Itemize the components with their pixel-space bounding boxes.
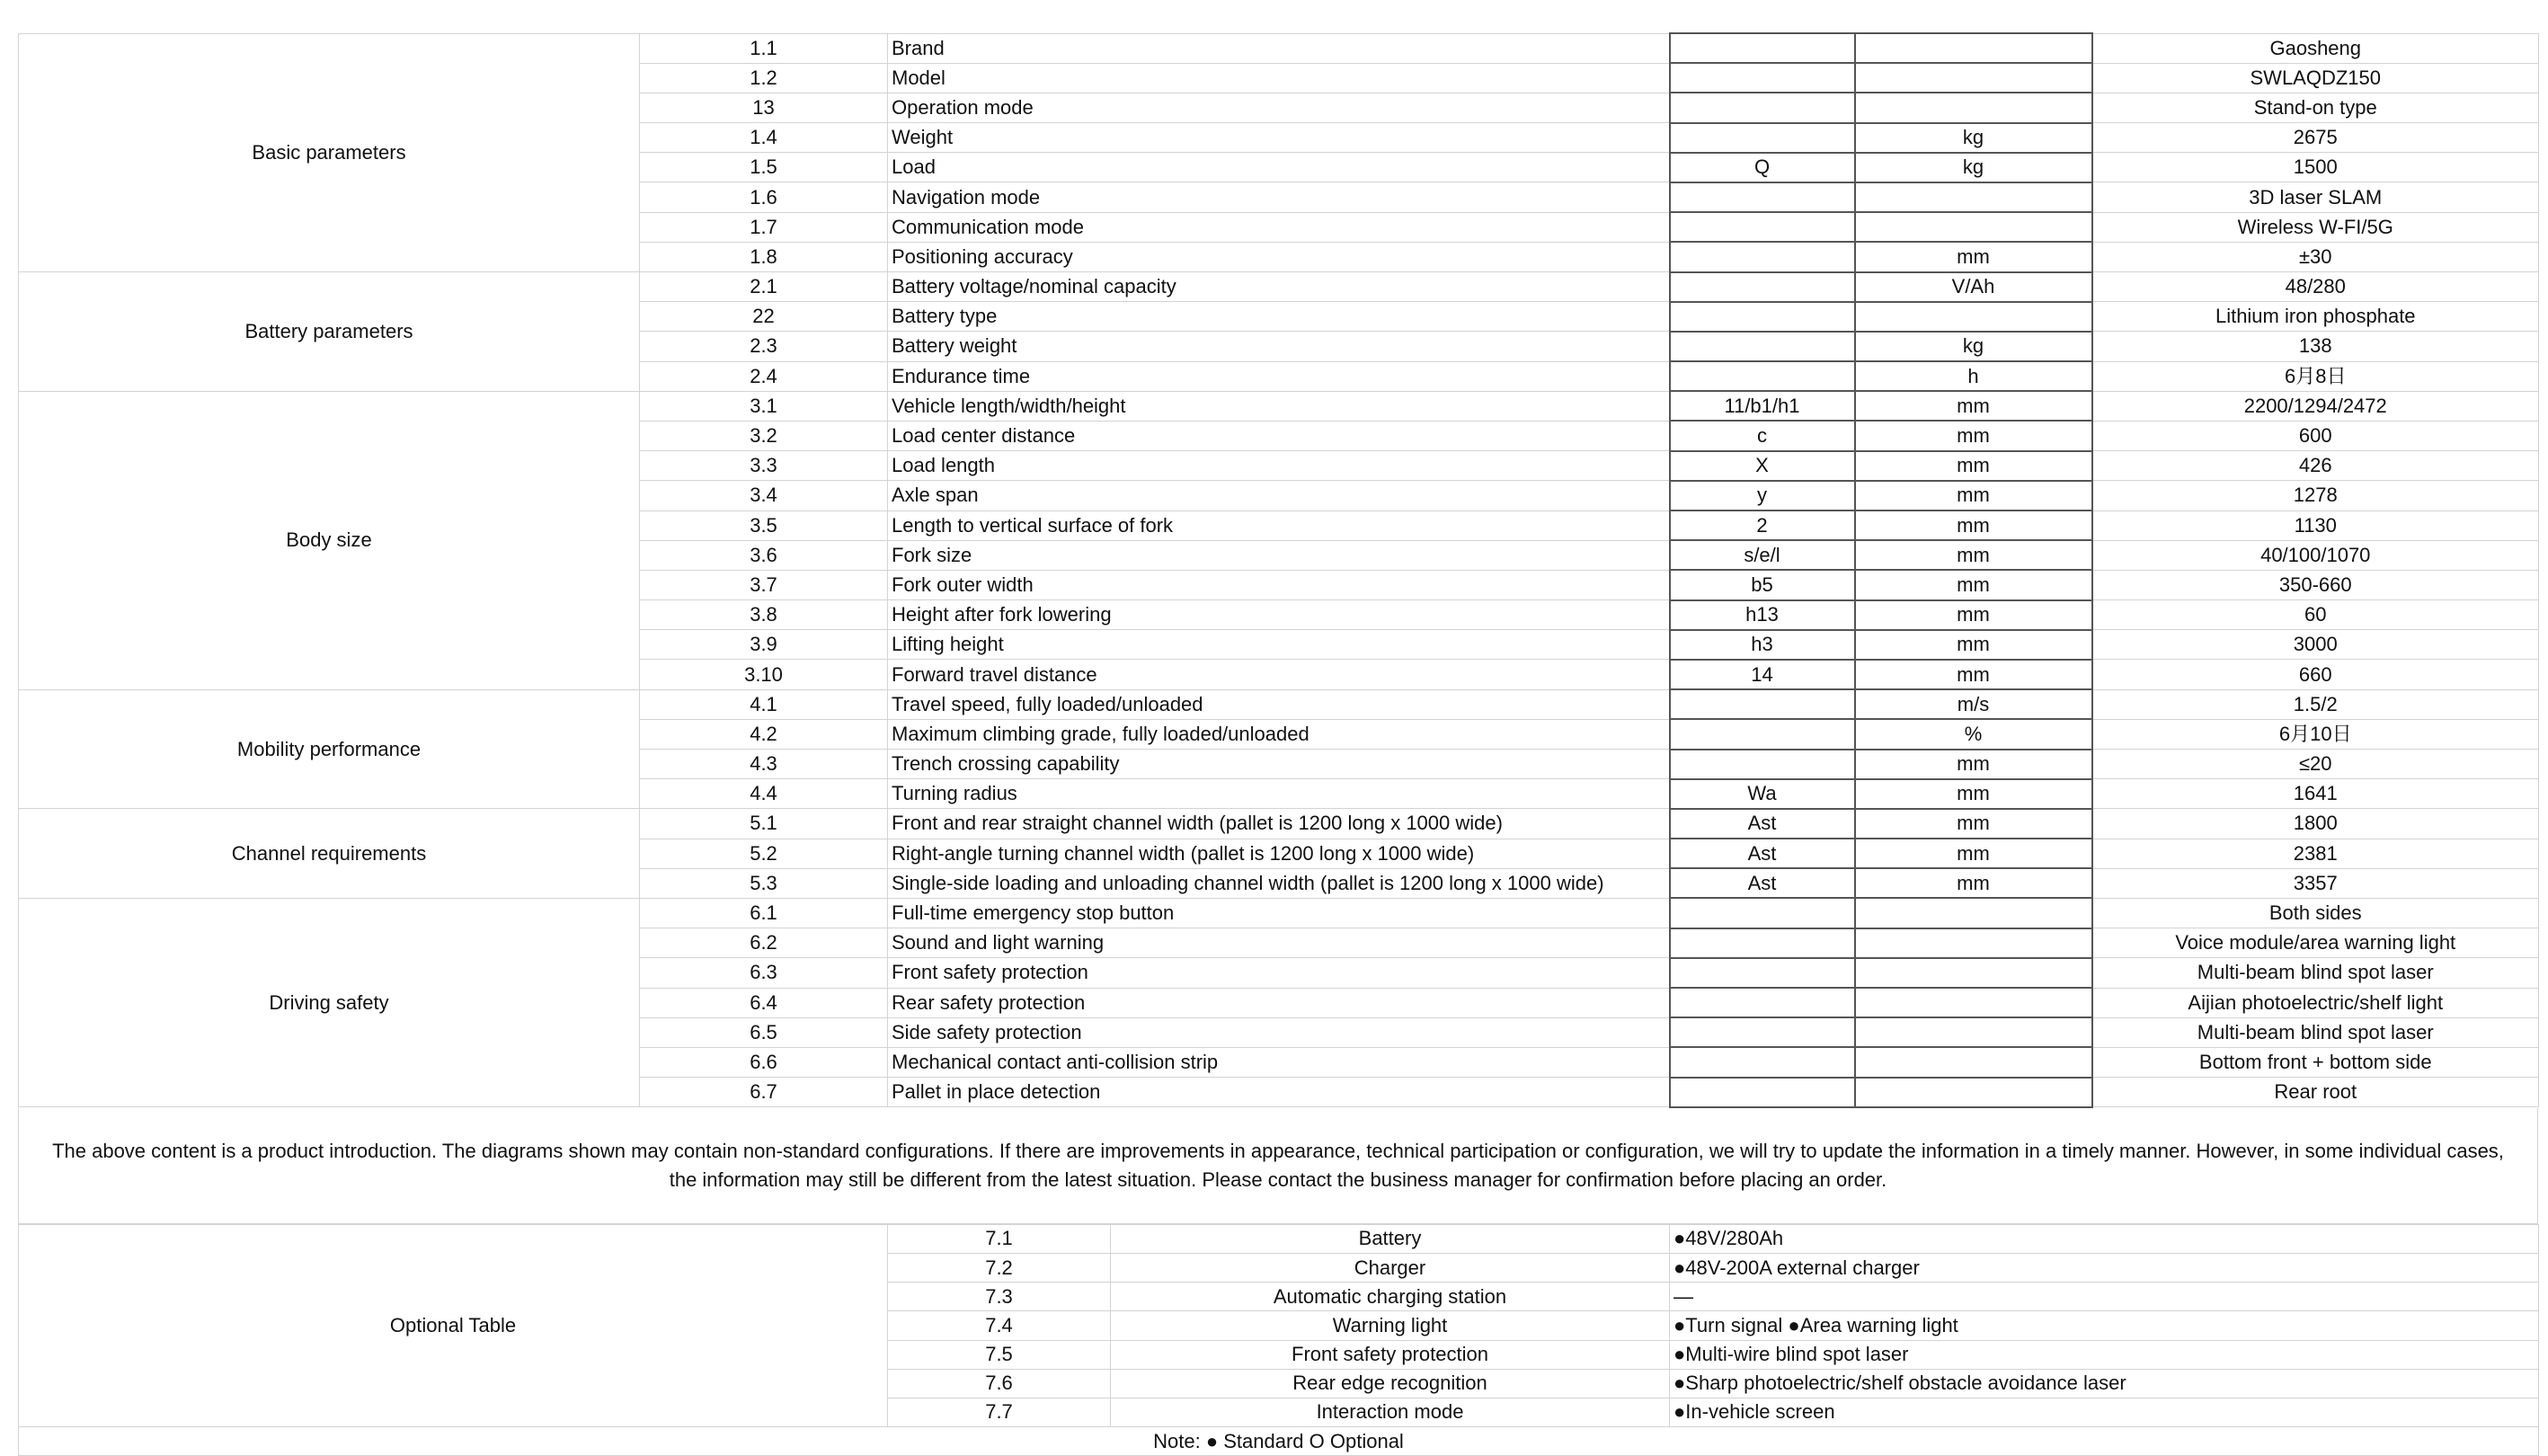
item-code [1670, 212, 1855, 242]
item-unit: mm [1855, 868, 2092, 898]
item-number: 6.1 [640, 898, 888, 928]
option-name: Warning light [1111, 1311, 1670, 1340]
item-code [1670, 1047, 1855, 1077]
item-unit: mm [1855, 540, 2092, 570]
item-unit [1855, 958, 2092, 988]
option-value: — [1670, 1283, 2539, 1311]
item-code [1670, 302, 1855, 332]
item-unit: mm [1855, 570, 2092, 599]
item-number: 4.2 [640, 719, 888, 749]
item-name: Communication mode [888, 212, 1670, 242]
option-number: 7.1 [888, 1224, 1111, 1253]
optional-table [18, 1224, 2539, 1456]
item-code [1670, 988, 1855, 1017]
item-code [1670, 958, 1855, 988]
item-number: 3.2 [640, 421, 888, 450]
item-unit [1855, 93, 2092, 122]
item-code [1670, 272, 1855, 302]
item-value: 6月8日 [2092, 361, 2539, 391]
item-value: 6月10日 [2092, 719, 2539, 749]
item-unit [1855, 1017, 2092, 1047]
item-code [1670, 182, 1855, 212]
item-name: Operation mode [888, 93, 1670, 122]
item-number: 1.5 [640, 153, 888, 182]
item-unit: mm [1855, 481, 2092, 510]
item-value: Bottom front + bottom side [2092, 1047, 2539, 1077]
item-value: 2675 [2092, 123, 2539, 153]
item-name: Length to vertical surface of fork [888, 510, 1670, 540]
optional-table-label: Optional Table [19, 1224, 888, 1426]
item-number: 1.7 [640, 212, 888, 242]
item-name: Vehicle length/width/height [888, 391, 1670, 421]
item-value: 1278 [2092, 481, 2539, 510]
item-unit: % [1855, 719, 2092, 749]
option-value: ●48V-200A external charger [1670, 1253, 2539, 1282]
item-name: Battery weight [888, 332, 1670, 361]
spec-row [19, 809, 2539, 839]
item-unit: mm [1855, 779, 2092, 809]
group-label: Mobility performance [19, 689, 640, 809]
item-code: Ast [1670, 839, 1855, 868]
item-code [1670, 1017, 1855, 1047]
item-number: 1.2 [640, 63, 888, 93]
option-name: Battery [1111, 1224, 1670, 1253]
item-unit: h [1855, 361, 2092, 391]
group-label: Battery parameters [19, 272, 640, 392]
item-number: 2.1 [640, 272, 888, 302]
item-value: 3D laser SLAM [2092, 182, 2539, 212]
item-number: 13 [640, 93, 888, 122]
item-code [1670, 928, 1855, 958]
item-value: Aijian photoelectric/shelf light [2092, 988, 2539, 1017]
item-name: Weight [888, 123, 1670, 153]
item-unit: mm [1855, 242, 2092, 271]
item-code: Ast [1670, 809, 1855, 839]
item-number: 3.7 [640, 570, 888, 599]
item-code: h3 [1670, 630, 1855, 660]
item-name: Brand [888, 33, 1670, 63]
item-value: 426 [2092, 451, 2539, 481]
item-code: X [1670, 451, 1855, 481]
item-value: 2381 [2092, 839, 2539, 868]
item-value: Both sides [2092, 898, 2539, 928]
item-unit [1855, 33, 2092, 63]
item-code [1670, 361, 1855, 391]
item-number: 4.3 [640, 750, 888, 779]
item-code: s/e/l [1670, 540, 1855, 570]
option-value: ●Sharp photoelectric/shelf obstacle avoidance laser [1670, 1369, 2539, 1398]
legend-note-row [19, 1427, 2539, 1456]
item-value: 1130 [2092, 510, 2539, 540]
item-unit [1855, 1047, 2092, 1077]
item-code [1670, 332, 1855, 361]
item-number: 6.6 [640, 1047, 888, 1077]
option-number: 7.7 [888, 1398, 1111, 1426]
item-name: Load center distance [888, 421, 1670, 450]
item-code: Wa [1670, 779, 1855, 809]
item-code: 11/b1/h1 [1670, 391, 1855, 421]
item-value: Lithium iron phosphate [2092, 302, 2539, 332]
item-number: 1.8 [640, 242, 888, 271]
item-value: 40/100/1070 [2092, 540, 2539, 570]
item-number: 3.9 [640, 630, 888, 660]
item-unit: V/Ah [1855, 272, 2092, 302]
item-unit [1855, 1078, 2092, 1107]
item-code: Q [1670, 153, 1855, 182]
item-value: 1641 [2092, 779, 2539, 809]
item-number: 1.1 [640, 33, 888, 63]
item-value: 2200/1294/2472 [2092, 391, 2539, 421]
option-name: Charger [1111, 1253, 1670, 1282]
item-value: 48/280 [2092, 272, 2539, 302]
optional-row [19, 1224, 2539, 1253]
item-value: SWLAQDZ150 [2092, 63, 2539, 93]
item-code: y [1670, 481, 1855, 510]
item-code [1670, 1078, 1855, 1107]
item-number: 22 [640, 302, 888, 332]
item-name: Load [888, 153, 1670, 182]
group-label: Basic parameters [19, 33, 640, 272]
item-value: Rear root [2092, 1078, 2539, 1107]
item-unit: mm [1855, 809, 2092, 839]
item-number: 5.1 [640, 809, 888, 839]
item-unit [1855, 63, 2092, 93]
item-unit: kg [1855, 153, 2092, 182]
item-unit: kg [1855, 332, 2092, 361]
item-value: 60 [2092, 600, 2539, 630]
item-code [1670, 719, 1855, 749]
item-code [1670, 242, 1855, 271]
item-name: Navigation mode [888, 182, 1670, 212]
item-name: Pallet in place detection [888, 1078, 1670, 1107]
item-unit: mm [1855, 510, 2092, 540]
item-code [1670, 750, 1855, 779]
item-value: 3357 [2092, 868, 2539, 898]
item-name: Battery type [888, 302, 1670, 332]
item-unit: mm [1855, 600, 2092, 630]
item-value: Multi-beam blind spot laser [2092, 1017, 2539, 1047]
item-number: 4.1 [640, 689, 888, 719]
item-unit: mm [1855, 630, 2092, 660]
item-value: 660 [2092, 660, 2539, 689]
item-name: Model [888, 63, 1670, 93]
item-code: b5 [1670, 570, 1855, 599]
option-name: Automatic charging station [1111, 1283, 1670, 1311]
item-value: 350-660 [2092, 570, 2539, 599]
item-value: Stand-on type [2092, 93, 2539, 122]
item-name: Front safety protection [888, 958, 1670, 988]
item-value: 138 [2092, 332, 2539, 361]
item-name: Trench crossing capability [888, 750, 1670, 779]
item-number: 1.6 [640, 182, 888, 212]
item-name: Side safety protection [888, 1017, 1670, 1047]
item-name: Fork size [888, 540, 1670, 570]
item-value: 1.5/2 [2092, 689, 2539, 719]
item-name: Full-time emergency stop button [888, 898, 1670, 928]
item-code: c [1670, 421, 1855, 450]
spec-sheet [18, 32, 2538, 1456]
option-value: ●In-vehicle screen [1670, 1398, 2539, 1426]
item-code: h13 [1670, 600, 1855, 630]
item-code [1670, 898, 1855, 928]
option-name: Front safety protection [1111, 1340, 1670, 1369]
item-value: Voice module/area warning light [2092, 928, 2539, 958]
item-code [1670, 63, 1855, 93]
spec-row [19, 898, 2539, 928]
item-unit: kg [1855, 123, 2092, 153]
item-unit: mm [1855, 839, 2092, 868]
item-name: Sound and light warning [888, 928, 1670, 958]
item-number: 6.4 [640, 988, 888, 1017]
item-unit [1855, 212, 2092, 242]
item-name: Travel speed, fully loaded/unloaded [888, 689, 1670, 719]
item-name: Front and rear straight channel width (pallet is 1200 long x 1000 wide) [888, 809, 1670, 839]
item-number: 6.5 [640, 1017, 888, 1047]
item-value: Gaosheng [2092, 33, 2539, 63]
spec-row [19, 689, 2539, 719]
item-number: 3.8 [640, 600, 888, 630]
item-value: Wireless W-FI/5G [2092, 212, 2539, 242]
item-unit [1855, 988, 2092, 1017]
item-code: 14 [1670, 660, 1855, 689]
item-name: Load length [888, 451, 1670, 481]
option-number: 7.2 [888, 1253, 1111, 1282]
disclaimer-notice: The above content is a product introduction. The diagrams shown may contain non-standard configurations. If there are improvements in appearance, technical participation or configuration, we will try to update the information in a timely manner. However, in some individual cases, the information may still be different from the latest situation. Please contact the business manager for confirmation before placing an order. [18, 1108, 2538, 1224]
option-number: 7.4 [888, 1311, 1111, 1340]
item-number: 6.7 [640, 1078, 888, 1107]
item-unit: mm [1855, 391, 2092, 421]
item-unit: mm [1855, 451, 2092, 481]
item-name: Axle span [888, 481, 1670, 510]
item-name: Height after fork lowering [888, 600, 1670, 630]
item-value: 3000 [2092, 630, 2539, 660]
item-unit: mm [1855, 421, 2092, 450]
option-value: ●Turn signal ●Area warning light [1670, 1311, 2539, 1340]
item-name: Rear safety protection [888, 988, 1670, 1017]
group-label: Driving safety [19, 898, 640, 1106]
item-code [1670, 93, 1855, 122]
item-name: Turning radius [888, 779, 1670, 809]
item-number: 3.10 [640, 660, 888, 689]
item-name: Right-angle turning channel width (pallet is 1200 long x 1000 wide) [888, 839, 1670, 868]
item-number: 6.3 [640, 958, 888, 988]
item-number: 4.4 [640, 779, 888, 809]
option-number: 7.5 [888, 1340, 1111, 1369]
item-value: ≤20 [2092, 750, 2539, 779]
item-number: 6.2 [640, 928, 888, 958]
item-number: 5.2 [640, 839, 888, 868]
item-name: Positioning accuracy [888, 242, 1670, 271]
item-number: 3.6 [640, 540, 888, 570]
item-code [1670, 689, 1855, 719]
group-label: Channel requirements [19, 809, 640, 899]
group-label: Body size [19, 391, 640, 689]
item-number: 1.4 [640, 123, 888, 153]
item-number: 2.4 [640, 361, 888, 391]
spec-table [18, 32, 2539, 1108]
legend-note: Note: ● Standard O Optional [19, 1427, 2539, 1456]
item-name: Fork outer width [888, 570, 1670, 599]
item-name: Endurance time [888, 361, 1670, 391]
item-name: Maximum climbing grade, fully loaded/unloaded [888, 719, 1670, 749]
item-value: ±30 [2092, 242, 2539, 271]
item-number: 3.5 [640, 510, 888, 540]
item-code [1670, 123, 1855, 153]
item-number: 5.3 [640, 868, 888, 898]
item-number: 3.3 [640, 451, 888, 481]
item-unit [1855, 928, 2092, 958]
item-value: Multi-beam blind spot laser [2092, 958, 2539, 988]
item-name: Mechanical contact anti-collision strip [888, 1047, 1670, 1077]
option-name: Interaction mode [1111, 1398, 1670, 1426]
option-name: Rear edge recognition [1111, 1369, 1670, 1398]
item-unit [1855, 182, 2092, 212]
item-value: 1500 [2092, 153, 2539, 182]
item-number: 3.4 [640, 481, 888, 510]
option-value: ●Multi-wire blind spot laser [1670, 1340, 2539, 1369]
option-number: 7.3 [888, 1283, 1111, 1311]
item-name: Battery voltage/nominal capacity [888, 272, 1670, 302]
option-value: ●48V/280Ah [1670, 1224, 2539, 1253]
item-unit [1855, 302, 2092, 332]
item-unit: mm [1855, 660, 2092, 689]
item-code [1670, 33, 1855, 63]
item-name: Lifting height [888, 630, 1670, 660]
item-code: Ast [1670, 868, 1855, 898]
item-code: 2 [1670, 510, 1855, 540]
item-name: Forward travel distance [888, 660, 1670, 689]
item-number: 2.3 [640, 332, 888, 361]
item-value: 600 [2092, 421, 2539, 450]
spec-row [19, 391, 2539, 421]
item-unit [1855, 898, 2092, 928]
item-value: 1800 [2092, 809, 2539, 839]
item-number: 3.1 [640, 391, 888, 421]
item-unit: mm [1855, 750, 2092, 779]
spec-row [19, 33, 2539, 63]
option-number: 7.6 [888, 1369, 1111, 1398]
item-unit: m/s [1855, 689, 2092, 719]
spec-row [19, 272, 2539, 302]
item-name: Single-side loading and unloading channel width (pallet is 1200 long x 1000 wide) [888, 868, 1670, 898]
